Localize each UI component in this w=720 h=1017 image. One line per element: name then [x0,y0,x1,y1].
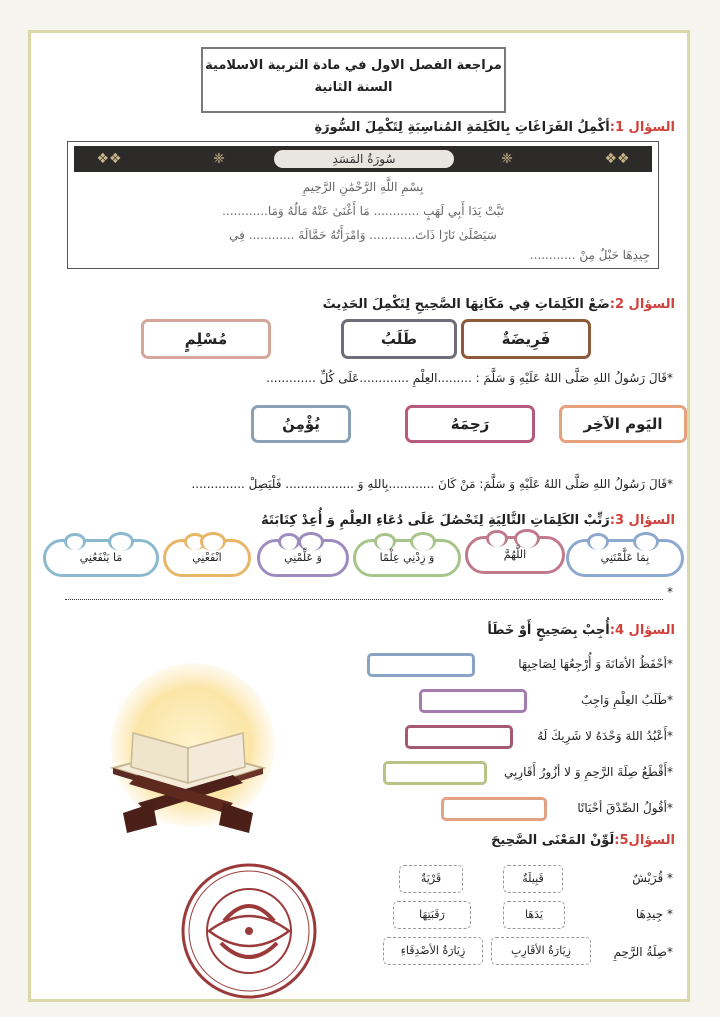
surah-title-band [74,146,652,172]
surah-verse-line-1: تَبَّتْ يَدَا أَبِي لَهَبٍ ............ مَا أَغْنَىٰ عَنْهُ مَالُهُ وَمَا............ [222,204,504,218]
question-5-number: السؤال5: [614,833,675,848]
meaning-term: * قُرَيْشٌ [632,871,673,885]
hadith-1-sentence: *قَالَ رَسُولُ اللهِ صَلَّى اللهُ عَلَيْهِ وَ سَلَّمَ : .........العِلْمِ .............عَلَى كُلِّ ............. [266,371,673,385]
word-cloud[interactable]: وَ زِدْنِي عِلْمًا [353,539,461,577]
answer-box[interactable] [419,689,527,713]
word-card[interactable]: طَلَبُ [341,319,457,359]
meaning-option[interactable]: قَبِيلَةٌ [503,865,563,893]
meaning-term: *صِلَةُ الرَّحِمِ [613,945,673,959]
surah-title: سُورَةُ المَسَدِ [274,150,454,168]
surah-verse-line-2: سَيَصْلَىٰ نَارًا ذَاتَ............ وَامْرَأَتُهُ حَمَّالَةَ ............ فِي [229,228,497,242]
question-1-number: السؤال 1: [609,120,675,135]
question-3-number: السؤال 3: [609,513,675,528]
quran-stand-illustration [83,663,293,843]
question-4-number: السؤال 4: [609,623,675,638]
worksheet-page [28,30,690,1002]
question-5-heading [491,833,675,848]
ornament-icon: ❖❖ [604,151,630,167]
question-3-text: رَتِّبْ الكَلِمَاتِ التَّالِيَةِ لِتَحْصُلَ عَلَى دُعَاءِ العِلْمِ وَ أُعِدْ كِتَابَتَهُ [261,513,610,528]
answer-box[interactable] [405,725,513,749]
answer-box[interactable] [383,761,487,785]
word-card[interactable]: فَرِيضَةٌ [461,319,591,359]
answer-line[interactable] [65,599,663,600]
true-false-statement: *أقُولُ الصِّدْقَ أحْيَانًا [577,801,673,815]
worksheet-header [201,47,506,113]
question-5-text: لَوِّنْ المَعْنَى الصَّحِيحَ [491,833,615,848]
word-card[interactable]: مُسْلِمٍ [141,319,271,359]
question-1-text: أكْمِلُ الفَرَاغَاتِ بِالكَلِمَةِ المُناسِبَةِ لِتَكْمِلَ السُّورَةِ [314,120,610,135]
meaning-option[interactable]: زِيَارَةُ الأقَارِبِ [491,937,591,965]
ornament-icon: ❖❖ [96,151,122,167]
question-3-heading [261,513,675,528]
question-4-heading [487,623,675,638]
meaning-option[interactable]: رَقَبَتِهَا [393,901,471,929]
true-false-statement: *أحْفَظُ الأمَانَةَ وَ أُرْجِعُهَا لِصَاحِبِهَا [518,657,673,671]
true-false-statement: *طَلَبُ العِلْمِ وَاجِبٌ [580,693,673,707]
question-2-text: ضَعْ الكَلِمَاتِ فِي مَكَانِهَا الصَّحِيحِ لِتَكْمِلَ الحَدِيثَ [322,297,610,312]
surah-box [67,141,659,269]
true-false-statement: *أَعْبُدُ اللهَ وَحْدَهُ لا شَرِيكَ لَهُ [537,729,673,743]
question-1-heading [314,120,675,135]
word-card[interactable]: يُؤْمِنُ [251,405,351,443]
meaning-option[interactable]: قَرْيَةٌ [399,865,463,893]
question-2-heading [323,297,675,312]
word-cloud[interactable]: مَا يَنْفَعُنِي [43,539,159,577]
word-cloud[interactable]: وَ عَلِّمْنِي [257,539,349,577]
worksheet-grade: السنة الثانية [314,80,393,95]
word-card[interactable]: اليَوم الآخِر [559,405,687,443]
word-card[interactable]: رَحِمَهُ [405,405,535,443]
question-2-number: السؤال 2: [609,297,675,312]
answer-marker: * [667,585,673,599]
answer-box[interactable] [367,653,475,677]
worksheet-title: مراجعة الفصل الاول في مادة التربية الاسلامية [205,58,502,73]
word-cloud[interactable]: بِمَا عَلَّمْتَنِي [566,539,684,577]
true-false-statement: *أَقْطَعُ صِلَةَ الرَّحِمِ وَ لا أزُورُ أَقَارِبِي [503,765,673,779]
ornament-icon: ❈ [213,151,225,167]
meaning-option[interactable]: يَدَهَا [503,901,565,929]
ornament-icon: ❈ [501,151,513,167]
word-cloud[interactable]: انْفَعْنِي [163,539,251,577]
surah-basmala: بِسْمِ اللَّهِ الرَّحْمَٰنِ الرَّحِيمِ [302,180,424,194]
answer-box[interactable] [441,797,547,821]
meaning-term: * جِيدِهَا [635,907,673,921]
surah-verse-line-3: جِيدِهَا حَبْلٌ مِنْ ............ [529,248,650,262]
teacher-stamp-icon [179,861,319,1001]
hadith-2-sentence: *قَالَ رَسُولُ اللهِ صَلَّى اللهُ عَلَيْهِ وَ سَلَّمَ: مَنْ كَانَ ............بِاللهِ وَ .................. فَلْيَصِلْ .............. [191,477,673,491]
question-4-text: أُجِبْ بِصَحِيحٍ أَوْ خَطَأ [487,623,610,638]
word-cloud[interactable]: اللَّهُمَّ [465,536,565,574]
meaning-option[interactable]: زِيَارَةُ الأصْدِقَاءِ [383,937,483,965]
